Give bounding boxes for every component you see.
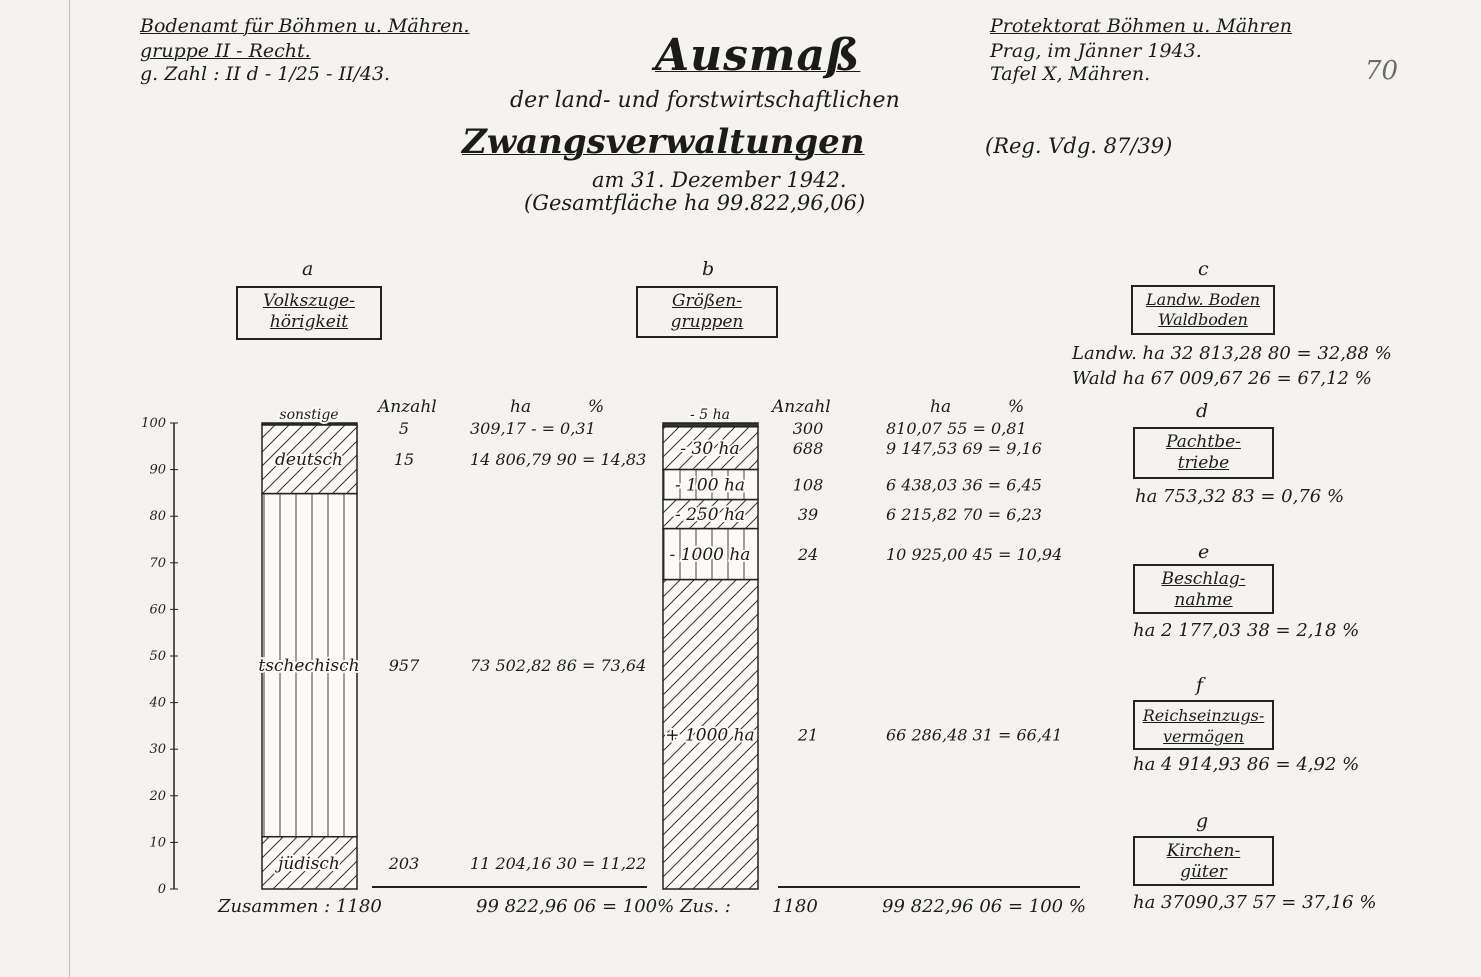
segment-anzahl: 39 xyxy=(797,505,819,525)
side-d-letter: d xyxy=(1196,400,1209,422)
side-g-line-1: ha 37090,37 57 = 37,16 % xyxy=(1133,892,1377,913)
side-g-letter: g xyxy=(1196,810,1209,832)
segment-anzahl: 5 xyxy=(398,419,410,438)
column-a-head-anzahl: Anzahl xyxy=(378,397,437,417)
header-left-line-2: gruppe II - Recht. xyxy=(140,40,311,62)
y-tick-label: 10 xyxy=(149,835,166,851)
segment-anzahl: 108 xyxy=(792,475,824,495)
column-b-head-ha: ha xyxy=(930,397,952,417)
page-number: 70 xyxy=(1365,56,1399,86)
column-b-head-anzahl: Anzahl xyxy=(772,397,831,417)
title-line-2: der land- und forstwirtschaftlichen xyxy=(510,88,900,113)
side-e-box-line-1: Beschlag- xyxy=(1161,569,1246,589)
bar-segment xyxy=(663,423,758,427)
column-a-head-pct: % xyxy=(588,397,605,417)
segment-label: tschechisch xyxy=(258,656,360,677)
segment-ha-value: 10 925,00 45 = 10,94 xyxy=(886,545,1063,565)
y-tick-label: 60 xyxy=(149,602,166,618)
side-e-line-1: ha 2 177,03 38 = 2,18 % xyxy=(1133,620,1360,641)
segment-anzahl: 15 xyxy=(393,449,415,469)
side-g-box xyxy=(1133,836,1274,886)
segment-anzahl: 203 xyxy=(388,853,420,873)
y-tick-label: 50 xyxy=(149,649,166,664)
segment-ha-value: 14 806,79 90 = 14,83 xyxy=(470,449,647,469)
column-a-letter: a xyxy=(302,258,314,280)
side-c-line-2: Wald ha 67 009,67 26 = 67,12 % xyxy=(1072,368,1372,389)
title-line-3-suffix: (Reg. Vdg. 87/39) xyxy=(985,134,1173,158)
side-d-box xyxy=(1133,427,1274,479)
segment-label: - 30 ha xyxy=(680,439,740,460)
segment-ha-value: 66 286,48 31 = 66,41 xyxy=(886,725,1063,745)
column-b-heading-line-2: gruppen xyxy=(670,312,744,332)
segment-label: - 5 ha xyxy=(690,407,730,423)
side-e-letter: e xyxy=(1198,541,1210,563)
side-f-box-line-1: Reichseinzugs- xyxy=(1142,706,1265,725)
segment-ha-value: 309,17 - = 0,31 xyxy=(470,419,596,438)
side-g-box-line-1: Kirchen- xyxy=(1166,841,1241,861)
total-a-label: Zusammen : 1180 xyxy=(218,896,382,917)
header-right-line-2: Prag, im Jänner 1943. xyxy=(990,40,1202,62)
segment-anzahl: 24 xyxy=(797,545,819,565)
title-line-3: Zwangsverwaltungen xyxy=(462,122,865,162)
segment-label: + 1000 ha xyxy=(665,725,755,746)
y-tick-label: 40 xyxy=(149,695,166,711)
header-right-line-1: Protektorat Böhmen u. Mähren xyxy=(990,15,1292,37)
y-tick-label: 20 xyxy=(149,788,166,804)
total-b-count: 1180 xyxy=(772,896,818,917)
segment-labels xyxy=(258,407,1062,874)
total-a-ha: 99 822,96 06 = 100% xyxy=(476,896,675,917)
side-c-line-1: Landw. ha 32 813,28 80 = 32,88 % xyxy=(1072,343,1392,364)
y-tick-label: 100 xyxy=(141,416,166,431)
segment-label: deutsch xyxy=(275,449,343,470)
side-c-box-line-2: Waldboden xyxy=(1158,310,1248,329)
side-f-line-1: ha 4 914,93 86 = 4,92 % xyxy=(1133,754,1360,775)
side-c-box xyxy=(1131,285,1275,335)
side-f-box xyxy=(1133,700,1274,750)
y-tick-label: 30 xyxy=(149,742,166,758)
segment-label: - 250 ha xyxy=(674,505,746,526)
title-line-5: (Gesamtfläche ha 99.822,96,06) xyxy=(524,191,866,215)
segment-ha-value: 6 438,03 36 = 6,45 xyxy=(886,475,1042,495)
bar-segment xyxy=(262,423,357,425)
segment-anzahl: 957 xyxy=(388,656,420,676)
side-e-box-line-2: nahme xyxy=(1174,590,1233,610)
title-line-4: am 31. Dezember 1942. xyxy=(592,168,847,192)
y-tick-label: 0 xyxy=(157,882,166,897)
segment-ha-value: 6 215,82 70 = 6,23 xyxy=(886,505,1042,525)
segment-label: - 100 ha xyxy=(674,475,746,496)
y-tick-label: 70 xyxy=(149,555,166,571)
column-b-heading-line-1: Größen- xyxy=(671,291,743,311)
total-line-b xyxy=(778,886,1080,888)
y-tick-label: 80 xyxy=(149,509,166,525)
segment-ha-value: 11 204,16 30 = 11,22 xyxy=(470,853,647,873)
column-a-heading-line-2: hörigkeit xyxy=(269,312,349,332)
column-b-letter: b xyxy=(702,258,715,280)
total-b-ha: 99 822,96 06 = 100 % xyxy=(882,896,1086,917)
segment-label: - 1000 ha xyxy=(669,545,751,566)
segment-label: jüdisch xyxy=(278,853,340,874)
y-axis xyxy=(141,416,178,897)
column-b-head-pct: % xyxy=(1008,397,1025,417)
y-tick-label: 90 xyxy=(149,462,166,478)
side-c-box-line-1: Landw. Boden xyxy=(1145,290,1261,309)
header-left-line-1: Bodenamt für Böhmen u. Mähren. xyxy=(140,15,470,37)
total-line-a xyxy=(372,886,647,888)
segment-anzahl: 21 xyxy=(797,725,819,745)
side-d-line-1: ha 753,32 83 = 0,76 % xyxy=(1135,486,1345,507)
side-d-box-line-2: triebe xyxy=(1177,453,1230,473)
side-f-box-line-2: vermögen xyxy=(1163,727,1244,746)
side-c-letter: c xyxy=(1198,258,1209,280)
side-d-box-line-1: Pachtbe- xyxy=(1166,432,1241,452)
title-main: Ausmaß xyxy=(655,30,861,81)
column-a-head-ha: ha xyxy=(510,397,532,417)
total-b-label: Zus. : xyxy=(680,896,731,917)
segment-anzahl: 688 xyxy=(792,439,824,459)
side-e-box xyxy=(1133,564,1274,614)
header-right-line-3: Tafel X, Mähren. xyxy=(990,63,1151,85)
header-left-line-3: g. Zahl : II d - 1/25 - II/43. xyxy=(140,63,391,85)
segment-ha-value: 810,07 55 = 0,81 xyxy=(886,419,1027,438)
side-f-letter: f xyxy=(1196,674,1204,696)
segment-label: sonstige xyxy=(279,407,339,423)
side-g-box-line-2: güter xyxy=(1180,862,1227,882)
segment-anzahl: 300 xyxy=(792,419,824,438)
segment-ha-value: 9 147,53 69 = 9,16 xyxy=(886,439,1042,459)
segment-ha-value: 73 502,82 86 = 73,64 xyxy=(470,656,647,676)
column-a-heading-line-1: Volkszuge- xyxy=(262,291,355,311)
